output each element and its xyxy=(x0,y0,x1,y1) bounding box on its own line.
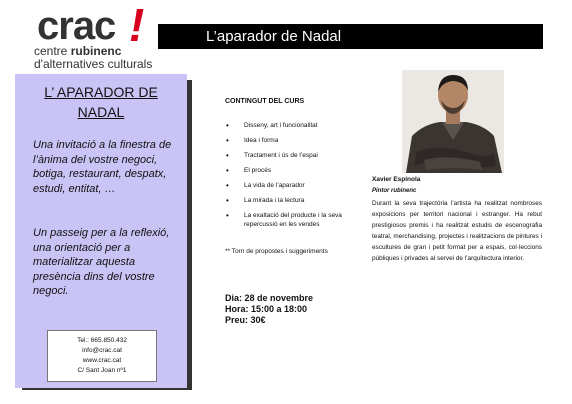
logo-tagline-prefix: centre xyxy=(34,44,68,58)
logo-tagline-bold: rubinenc xyxy=(70,44,122,58)
panel-title-line-1: L’ APARADOR DE xyxy=(44,84,158,100)
list-item: • La exaltació del producte i la seva repercussió en les vendes xyxy=(225,212,360,229)
logo-exclamation-mark: ! xyxy=(129,0,145,51)
logo-wordmark: crac xyxy=(37,4,116,48)
contact-website[interactable]: www.crac.cat xyxy=(82,357,122,364)
panel-intro-text: Una invitació a la finestra de l’ànima del vostre negoci, botiga, restaurant, despatx, estudi, entitat, … xyxy=(33,139,172,195)
title-bar xyxy=(158,24,543,49)
panel-title xyxy=(15,82,187,122)
contact-phone[interactable]: Tel.: 665.850.432 xyxy=(77,337,127,344)
course-heading: CONTINGUT DEL CURS xyxy=(225,98,305,105)
list-item: • El procés xyxy=(225,167,360,176)
course-content-list xyxy=(225,122,360,236)
list-item: • Disseny, art i funcionalitat xyxy=(225,122,360,131)
contact-box xyxy=(47,330,157,382)
logo-tagline-2: d'alternatives culturals xyxy=(34,57,153,71)
panel-description-text: Un passeig per a la reflexió, una orientació per a materialitzar aquesta presència dins del vostre negoci. xyxy=(33,227,170,297)
info-panel xyxy=(15,74,187,388)
list-item: • Tractament i ús de l’espai xyxy=(225,152,360,161)
instructor-role: Pintor rubinenc xyxy=(372,188,417,194)
contact-email[interactable]: info@crac.cat xyxy=(82,347,122,354)
event-date: Dia: 28 de novembre xyxy=(225,293,314,303)
page-title: L’aparador de Nadal xyxy=(206,28,342,45)
course-note: ** Torn de propostes i suggeriments xyxy=(225,248,328,255)
instructor-name: Xavier Espinola xyxy=(372,176,421,183)
instructor-photo xyxy=(402,70,504,173)
instructor-bio: Durant la seva trajectòria l’artista ha realitzat nombroses exposicions per territori nacional i estranger. Ha rebut prestigiosos premis i ha realitzat estudis de escenografia teatral, merchandising, projectes i realitzacions de pintures i escultures de gran i petit format per a espais, col·leccions públiques i privades al servei de l’arquitectura interior. xyxy=(372,200,542,262)
event-details xyxy=(225,293,313,326)
list-item: • La mirada i la lectura xyxy=(225,197,360,206)
event-time: Hora: 15:00 a 18:00 xyxy=(225,304,308,314)
event-price: Preu: 30€ xyxy=(225,315,266,325)
logo-tagline-1 xyxy=(34,44,121,58)
list-item: • Idea i forma xyxy=(225,137,360,146)
contact-address: C/ Sant Joan nº1 xyxy=(77,367,127,374)
panel-title-line-2: NADAL xyxy=(77,104,125,120)
person-portrait-icon xyxy=(402,70,504,173)
list-item: • La vida de l’aparador xyxy=(225,182,360,191)
